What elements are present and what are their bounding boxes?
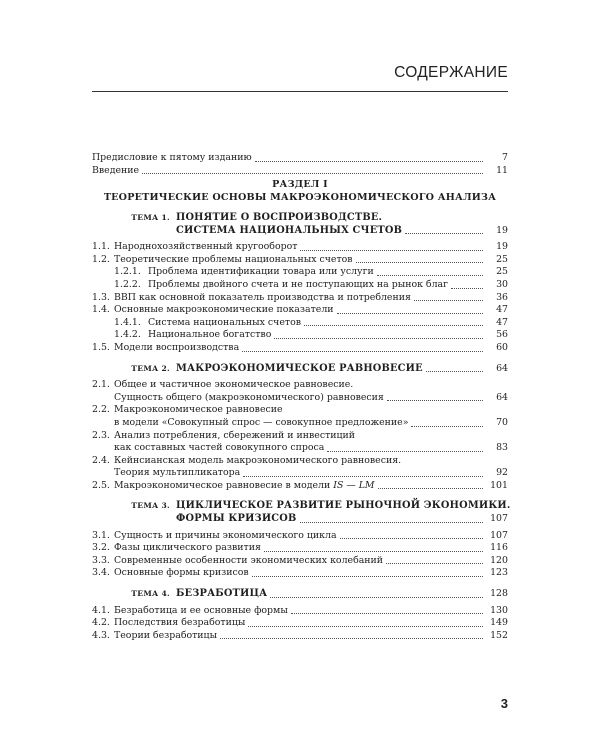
toc-entry-number: 1.2.1.: [114, 266, 141, 278]
toc-page-number: 107: [490, 529, 508, 541]
toc-leader: [300, 249, 483, 251]
toc-entry[interactable]: [92, 567, 508, 580]
toc-entry-number: 4.1.: [92, 604, 110, 616]
toc-entry-text: ВВП как основной показатель производства и потребления: [114, 291, 411, 303]
toc-leader: [274, 337, 483, 339]
toc-theme-4[interactable]: [92, 588, 508, 601]
page-header-title: СОДЕРЖАНИЕ: [394, 64, 508, 81]
toc-leader: [300, 521, 484, 523]
toc-entry-text: Сущность и причины экономического цикла: [114, 529, 337, 541]
toc-page-number: 123: [490, 567, 508, 579]
toc-page-number: 47: [496, 316, 508, 328]
toc-entry-number: 2.2.: [92, 404, 110, 416]
toc-entry-text: Теории безработицы: [114, 629, 218, 641]
theme-title: ЦИКЛИЧЕСКОЕ РАЗВИТИЕ РЫНОЧНОЙ ЭКОНОМИКИ.: [176, 500, 511, 512]
toc-entry-number: 1.4.: [92, 304, 110, 316]
toc-leader: [414, 299, 483, 301]
toc-page-number: 92: [496, 467, 508, 479]
toc-entry-text: Основные макроэкономические показатели: [114, 304, 334, 316]
toc-leader: [378, 487, 483, 489]
toc-entry[interactable]: [92, 530, 508, 543]
section-heading-label: РАЗДЕЛ I: [272, 179, 328, 191]
toc-page-number: 19: [496, 224, 508, 236]
toc-subentry[interactable]: [92, 266, 508, 279]
toc-entry[interactable]: [92, 467, 508, 480]
toc-page-number: 101: [490, 479, 508, 491]
toc-entry-number: 4.2.: [92, 617, 110, 629]
toc-entry-text: Анализ потребления, сбережений и инвестиций: [114, 429, 356, 441]
toc-entry-text: Предисловие к пятому изданию: [92, 152, 252, 163]
theme-title-continued: СИСТЕМА НАЦИОНАЛЬНЫХ СЧЕТОВ: [176, 224, 403, 236]
toc-leader: [356, 261, 483, 263]
toc-page-number: 47: [496, 304, 508, 316]
toc-leader: [327, 450, 483, 452]
toc-page-number: 149: [490, 617, 508, 629]
toc-entry[interactable]: [92, 417, 508, 430]
toc-entry-text: Фазы циклического развития: [114, 542, 261, 554]
table-of-contents: [92, 152, 511, 642]
page-number: 3: [500, 696, 508, 711]
toc-entry-number: 2.1.: [92, 379, 110, 391]
toc-entry-number: 3.4.: [92, 567, 110, 579]
toc-page-number: 107: [490, 513, 508, 525]
toc-theme-3[interactable]: [92, 500, 511, 513]
theme-title: МАКРОЭКОНОМИЧЕСКОЕ РАВНОВЕСИЕ: [176, 362, 423, 374]
toc-leader: [270, 596, 483, 598]
toc-entry-number: 1.4.1.: [114, 316, 141, 328]
toc-entry-text: Теория мультипликатора: [114, 467, 241, 479]
toc-entry[interactable]: [92, 304, 508, 317]
toc-entry-text: Проблемы двойного счета и не поступающих на рынок благ: [148, 278, 449, 290]
toc-leader: [386, 562, 483, 564]
toc-leader: [252, 575, 483, 577]
toc-entry-number: 3.2.: [92, 542, 110, 554]
toc-page-number: 70: [496, 416, 508, 428]
toc-entry-number: 1.5.: [92, 341, 110, 353]
toc-theme-2[interactable]: [92, 363, 508, 376]
theme-label: ТЕМА 4.: [131, 589, 170, 599]
toc-leader: [264, 550, 483, 552]
toc-entry-line[interactable]: [92, 455, 508, 468]
section-heading-title: ТЕОРЕТИЧЕСКИЕ ОСНОВЫ МАКРОЭКОНОМИЧЕСКОГО АНАЛИЗА: [103, 191, 497, 203]
toc-page-number: 128: [490, 588, 508, 600]
toc-leader: [291, 612, 483, 614]
toc-entry-number: 1.3.: [92, 291, 110, 303]
toc-leader: [426, 370, 483, 372]
toc-entry-line[interactable]: [92, 379, 508, 392]
toc-leader: [387, 399, 483, 401]
toc-leader: [337, 312, 483, 314]
toc-entry-text: Макроэкономическое равновесие в модели IS — LM: [114, 479, 375, 491]
toc-entry-number: 1.4.2.: [114, 329, 141, 341]
toc-entry-number: 2.5.: [92, 479, 110, 491]
toc-theme-3-line2[interactable]: [92, 513, 508, 526]
theme-title: ПОНЯТИЕ О ВОСПРОИЗВОДСТВЕ.: [176, 212, 383, 223]
toc-entry-text: Система национальных счетов: [148, 316, 302, 328]
toc-entry-text: в модели «Совокупный спрос — совокупное предложение»: [114, 416, 409, 428]
toc-entry[interactable]: [92, 555, 508, 568]
toc-entry-text: как составных частей совокупного спроса: [114, 442, 325, 454]
toc-subentry[interactable]: [92, 329, 508, 342]
toc-entry[interactable]: [92, 292, 508, 305]
toc-entry-text: Введение: [92, 164, 140, 176]
toc-leader: [248, 625, 483, 627]
toc-page-number: 64: [496, 362, 508, 374]
toc-page-number: 7: [502, 152, 508, 163]
theme-title-continued: ФОРМЫ КРИЗИСОВ: [176, 513, 297, 525]
toc-page-number: 11: [496, 164, 508, 176]
toc-page-number: 64: [496, 391, 508, 403]
toc-entry[interactable]: [92, 254, 508, 267]
toc-entry-number: 3.1.: [92, 529, 110, 541]
toc-subentry[interactable]: [92, 279, 508, 292]
toc-page-number: 30: [496, 278, 508, 290]
toc-page-number: 25: [496, 266, 508, 278]
toc-page-number: 116: [490, 542, 508, 554]
theme-label: ТЕМА 2.: [131, 363, 170, 373]
toc-page-number: 19: [496, 241, 508, 253]
toc-entry-text: Кейнсианская модель макроэкономического равновесия.: [114, 454, 402, 466]
toc-entry-line[interactable]: [92, 404, 508, 417]
toc-leader: [304, 324, 483, 326]
toc-entry-text: Макроэкономическое равновесие: [114, 404, 283, 416]
toc-leader: [242, 350, 483, 352]
toc-leader: [255, 160, 483, 162]
toc-leader: [220, 637, 483, 639]
toc-entry[interactable]: [92, 392, 508, 405]
toc-page-number: 130: [490, 604, 508, 616]
toc-entry-text: Общее и частичное экономическое равновесие.: [114, 379, 354, 391]
toc-entry-introduction[interactable]: [92, 165, 508, 178]
header-divider: [92, 91, 508, 92]
toc-entry-text: Сущность общего (макроэкономического) равновесия: [114, 391, 384, 403]
toc-entry[interactable]: [92, 630, 508, 643]
toc-leader: [451, 287, 483, 289]
toc-theme-1[interactable]: [92, 212, 508, 225]
toc-entry-line[interactable]: [92, 430, 508, 443]
toc-entry-text: Теоретические проблемы национальных счетов: [114, 253, 353, 265]
toc-entry[interactable]: [92, 617, 508, 630]
toc-entry[interactable]: [92, 605, 508, 618]
toc-entry[interactable]: [92, 480, 508, 493]
theme-title: БЕЗРАБОТИЦА: [176, 588, 268, 600]
toc-page-number: 152: [490, 629, 508, 641]
toc-entry-text: Модели воспроизводства: [114, 341, 240, 353]
toc-page-number: 25: [496, 253, 508, 265]
toc-entry-number: 3.3.: [92, 554, 110, 566]
toc-page-number: 36: [496, 291, 508, 303]
toc-entry-number: 1.1.: [92, 241, 110, 253]
toc-page-number: 120: [490, 554, 508, 566]
toc-entry-number: 2.3.: [92, 429, 110, 441]
toc-page-number: 83: [496, 442, 508, 454]
toc-entry-text: Последствия безработицы: [114, 617, 246, 629]
toc-entry-text: Современные особенности экономических колебаний: [114, 554, 384, 566]
toc-leader: [377, 274, 483, 276]
toc-subentry[interactable]: [92, 317, 508, 330]
toc-entry-text: Проблема идентификации товара или услуги: [148, 266, 374, 278]
toc-entry-text: Безработица и ее основные формы: [114, 604, 288, 616]
toc-page-number: 56: [496, 329, 508, 341]
toc-entry-number: 2.4.: [92, 454, 110, 466]
toc-theme-1-line2[interactable]: [92, 225, 508, 238]
toc-entry-number: 1.2.2.: [114, 278, 141, 290]
toc-entry[interactable]: [92, 442, 508, 455]
toc-entry-preface[interactable]: [92, 152, 508, 165]
toc-entry-number: 4.3.: [92, 629, 110, 641]
toc-leader: [411, 425, 483, 427]
toc-leader: [243, 475, 483, 477]
toc-page-number: 60: [496, 341, 508, 353]
toc-entry[interactable]: [92, 542, 508, 555]
toc-entry-text: Национальное богатство: [148, 329, 272, 341]
toc-entry-text: Народнохозяйственный кругооборот: [114, 241, 298, 253]
toc-entry[interactable]: [92, 241, 508, 254]
toc-entry-number: 1.2.: [92, 253, 110, 265]
theme-label: ТЕМА 3.: [131, 501, 170, 511]
toc-entry-model-name: IS — LM: [333, 479, 375, 491]
toc-entry-text: Основные формы кризисов: [114, 567, 249, 579]
toc-leader: [142, 172, 483, 174]
toc-leader: [340, 537, 483, 539]
toc-entry[interactable]: [92, 342, 508, 355]
toc-leader: [405, 232, 483, 234]
theme-label: ТЕМА 1.: [131, 213, 170, 222]
